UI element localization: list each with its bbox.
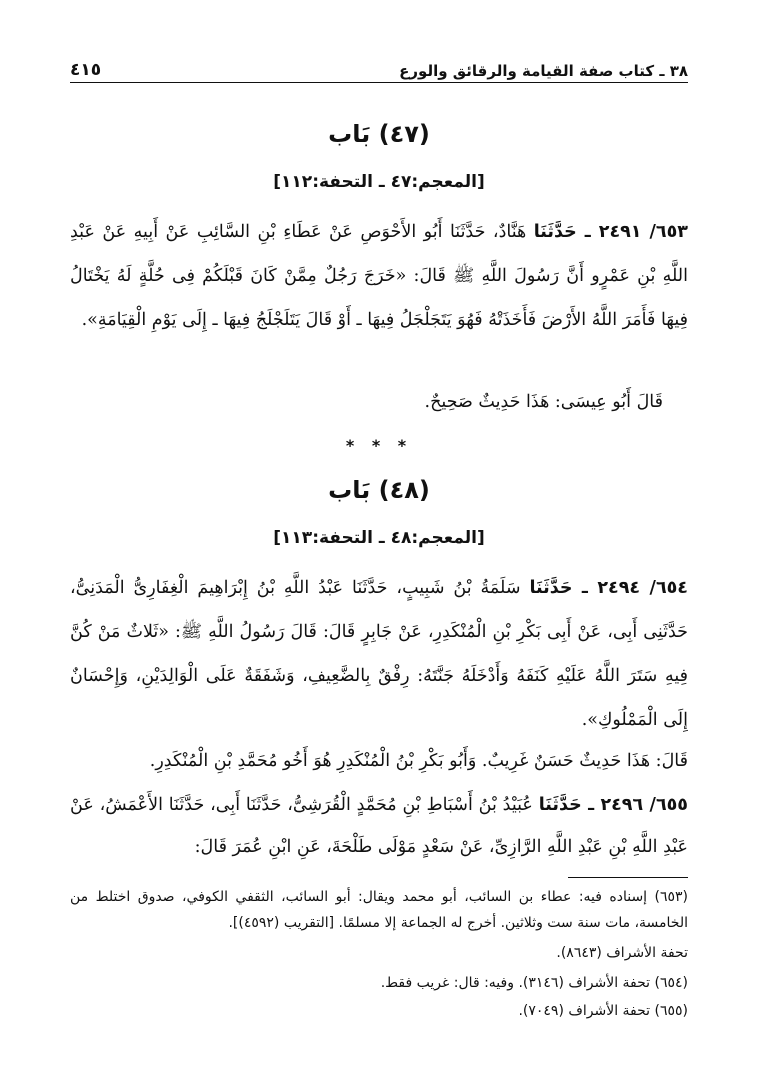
hadith-653-grading: قَالَ أَبُو عِيسَى: هَذَا حَدِيثٌ صَحِيحٌ. <box>424 392 663 412</box>
hadith-655-number: ٦٥٥/ ٢٤٩٦ ـ حَدَّثَنَا <box>538 795 688 815</box>
section-separator: * * * <box>345 436 413 455</box>
section-48-title: (٤٨) بَاب <box>328 476 430 504</box>
hadith-654 <box>70 566 688 742</box>
running-header <box>70 52 688 80</box>
footnote-653-tuhfa: تحفة الأشراف (٨٦٤٣). <box>556 945 688 961</box>
section-48-reference: [المعجم:٤٨ ـ التحفة:١١٣] <box>273 528 485 548</box>
hadith-653 <box>70 210 688 342</box>
section-47-title: (٤٧) بَاب <box>328 120 430 148</box>
header-divider <box>70 82 688 83</box>
footnote-653: (٦٥٣) إسناده فيه: عطاء بن السائب، أبو محمد ويقال: أبو السائب، الثقفي الكوفي، صدوق اختلط من الخامسة، مات سنة ست وثلاثين. أخرج له الجماعة إلا مسلمًا. [التقريب (٤٥٩٢)]. <box>70 889 688 931</box>
hadith-653-number: ٦٥٣/ ٢٤٩١ ـ حَدَّثَنَا <box>533 222 688 242</box>
hadith-655-text: عُبَيْدُ بْنُ أَسْبَاطِ بْنِ مُحَمَّدٍ الْقُرَشِىُّ، حَدَّثَنَا أَبِى، حَدَّثَنَا الأَعْمَشُ، عَنْ عَبْدِ اللَّهِ بْنِ عَبْدِ اللَّهِ الرَّازِىِّ، عَنْ سَعْدٍ مَوْلَى طَلْحَةَ، عَنِ ابْنِ عُمَرَ قَالَ: <box>70 795 688 857</box>
hadith-655 <box>70 784 688 868</box>
page-number: ٤١٥ <box>70 60 102 80</box>
footnote-654: (٦٥٤) تحفة الأشراف (٣١٤٦). وفيه: قال: غريب فقط. <box>380 975 688 991</box>
footnote-divider <box>568 877 688 878</box>
section-47-reference: [المعجم:٤٧ ـ التحفة:١١٢] <box>273 172 485 192</box>
hadith-654-number: ٦٥٤/ ٢٤٩٤ ـ حَدَّثَنَا <box>529 578 688 598</box>
footnote-655: (٦٥٥) تحفة الأشراف (٧٠٤٩). <box>518 1003 688 1019</box>
hadith-654-grading: قَالَ: هَذَا حَدِيثٌ حَسَنٌ غَرِيبٌ. وَأَبُو بَكْرِ بْنُ الْمُنْكَدِرِ هُوَ أَخُو مُحَمَّدِ بْنِ الْمُنْكَدِرِ. <box>149 751 688 771</box>
hadith-654-text: سَلَمَةُ بْنُ شَبِيبٍ، حَدَّثَنَا عَبْدُ اللَّهِ بْنُ إِبْرَاهِيمَ الْغِفَارِىُّ الْمَدَنِىُّ، حَدَّثَنِى أَبِى، عَنْ أَبِى بَكْرِ بْنِ الْمُنْكَدِرِ، عَنْ جَابِرٍ قَالَ: قَالَ رَسُولُ اللَّهِ ﷺ: «ثَلاثٌ مَنْ كُنَّ فِيهِ سَتَرَ اللَّهُ عَلَيْهِ كَنَفَهُ وَأَدْخَلَهُ جَنَّتَهُ: رِفْقٌ بِالضَّعِيفِ، وَشَفَقَةٌ عَلَى الْوَالِدَيْنِ، وَإِحْسَانٌ إِلَى الْمَمْلُوكِ». <box>70 578 688 730</box>
chapter-heading: ٣٨ ـ كتاب صفة القيامة والرقائق والورع <box>399 62 688 80</box>
hadith-653-text: هَنَّادٌ، حَدَّثَنَا أَبُو الأَحْوَصِ عَنْ عَطَاءِ بْنِ السَّائِبِ عَنْ أَبِيهِ عَنْ عَبْدِ اللَّهِ بْنِ عَمْرٍو أَنَّ رَسُولَ اللَّهِ ﷺ قَالَ: «خَرَجَ رَجُلٌ مِمَّنْ كَانَ قَبْلَكُمْ فِى حُلَّةٍ لَهُ يَخْتَالُ فِيهَا فَأَمَرَ اللَّهُ الأَرْضَ فَأَخَذَتْهُ فَهُوَ يَتَجَلْجَلُ فِيهَا ـ أَوْ قَالَ يَتَلَجْلَجُ فِيهَا ـ إِلَى يَوْمِ الْقِيَامَةِ». <box>70 222 688 330</box>
